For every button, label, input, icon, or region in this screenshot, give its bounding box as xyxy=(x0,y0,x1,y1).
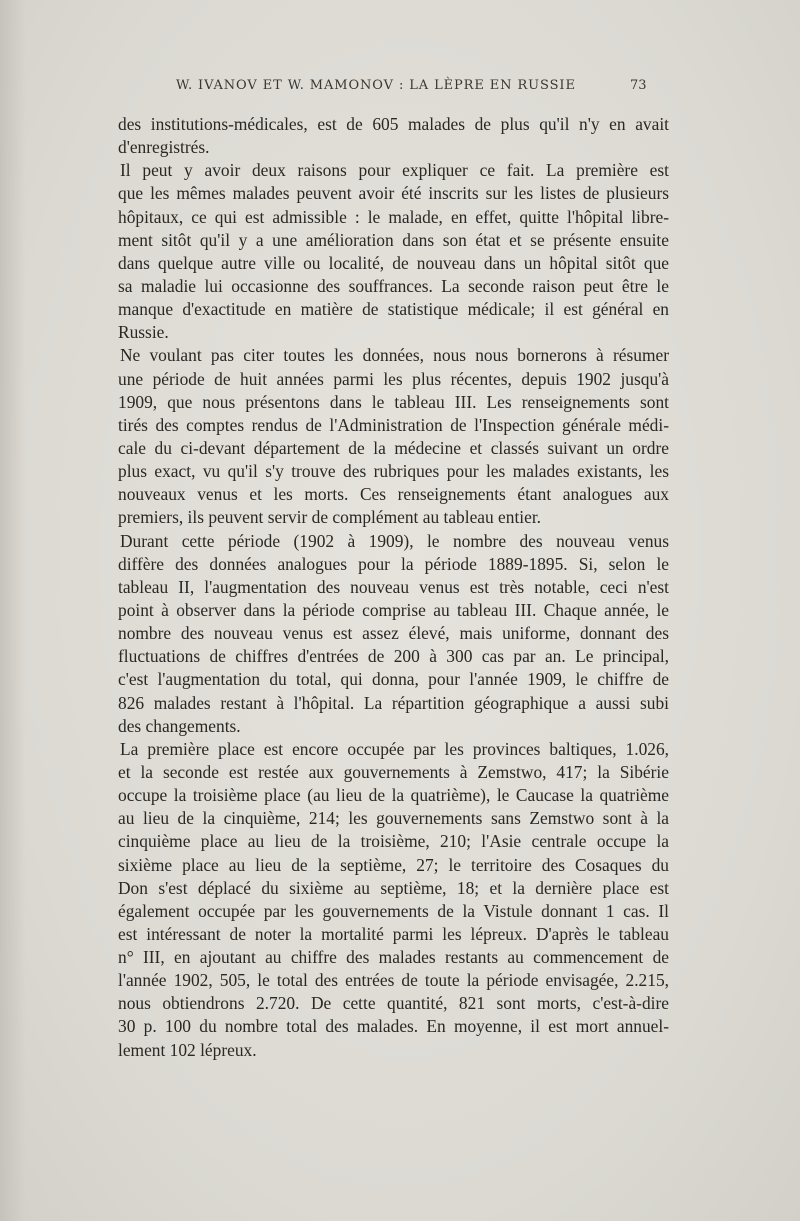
text-line: plus exact, vu qu'il s'y trouve des rubriques pour les malades existants, les xyxy=(118,461,669,482)
text-line: l'année 1902, 505, le total des entrées de toute la période envisagée, 2.215, xyxy=(118,970,669,991)
binding-shadow xyxy=(0,0,26,1221)
text-line: 30 p. 100 du nombre total des malades. En moyenne, il est mort annuel- xyxy=(118,1016,669,1037)
text-line: n° III, en ajoutant au chiffre des malades restants au commencement de xyxy=(118,947,669,968)
text-line: fluctuations de chiffres d'entrées de 200 à 300 cas par an. Le principal, xyxy=(118,646,669,667)
text-line: des institutions-médicales, est de 605 malades de plus qu'il n'y en avait xyxy=(118,114,669,134)
text-line: également occupée par les gouvernements de la Vistule donnant 1 cas. Il xyxy=(118,900,669,921)
text-line: nouveaux venus et les morts. Ces renseignements étant analogues aux xyxy=(118,484,669,505)
text-line: nous obtiendrons 2.720. De cette quantité, 821 sont morts, c'est-à-dire xyxy=(118,993,669,1014)
text-line: manque d'exactitude en matière de statistique médicale; il est général en xyxy=(118,299,669,320)
text-line: nombre des nouveau venus est assez élevé, mais uniforme, donnant des xyxy=(118,623,669,644)
text-line: sa maladie lui occasionne des souffrances. La seconde raison peut être le xyxy=(118,275,669,296)
text-line: cale du ci-devant département de la médecine et classés suivant un ordre xyxy=(118,437,669,458)
text-line: dans quelque autre ville ou localité, de nouveau dans un hôpital sitôt que xyxy=(118,252,669,273)
text-line: premiers, ils peuvent servir de complément au tableau entier. xyxy=(118,507,542,528)
page-number: 73 xyxy=(630,78,647,93)
text-line: diffère des données analogues pour la période 1889-1895. Si, selon le xyxy=(118,553,669,574)
text-line: Durant cette période (1902 à 1909), le nombre des nouveau venus xyxy=(120,530,669,551)
text-line: ment sitôt qu'il y a une amélioration dans son état et se présente ensuite xyxy=(118,229,669,250)
text-line: une période de huit années parmi les plus récentes, depuis 1902 jusqu'à xyxy=(118,368,669,389)
text-line: que les mêmes malades peuvent avoir été inscrits sur les listes de plusieurs xyxy=(118,183,669,204)
text-line: cinquième place au lieu de la troisième, 210; l'Asie centrale occupe la xyxy=(118,831,669,852)
text-line: La première place est encore occupée par les provinces baltiques, 1.026, xyxy=(120,738,669,759)
text-line: tableau II, l'augmentation des nouveau venus est très notable, ceci n'est xyxy=(118,576,669,597)
body-text xyxy=(118,113,669,1062)
text-line: au lieu de la cinquième, 214; les gouvernements sans Zemstwo sont à la xyxy=(118,808,669,829)
text-line: sixième place au lieu de la septième, 27; le territoire des Cosaques du xyxy=(118,854,669,875)
text-line: et la seconde est restée aux gouvernements à Zemstwo, 417; la Sibérie xyxy=(118,761,669,782)
text-line: d'enregistrés. xyxy=(118,137,210,158)
text-line: occupe la troisième place (au lieu de la quatrième), le Caucase la quatrième xyxy=(118,785,669,806)
text-line: des changements. xyxy=(118,715,241,736)
text-line: hôpitaux, ce qui est admissible : le malade, en effet, quitte l'hôpital libre- xyxy=(118,206,669,227)
text-line: Ne voulant pas citer toutes les données, nous nous bornerons à résumer xyxy=(120,345,669,366)
text-line: Don s'est déplacé du sixième au septième, 18; et la dernière place est xyxy=(118,877,669,898)
running-title: W. IVANOV ET W. MAMONOV : LA LÈPRE EN RUSSIE xyxy=(176,78,576,93)
text-line: Russie. xyxy=(118,322,169,343)
text-line: c'est l'augmentation du total, qui donna, pour l'année 1909, le chiffre de xyxy=(118,669,669,690)
text-line: lement 102 lépreux. xyxy=(118,1039,257,1060)
text-line: est intéressant de noter la mortalité parmi les lépreux. D'après le tableau xyxy=(118,923,669,944)
text-line: 1909, que nous présentons dans le tableau III. Les renseignements sont xyxy=(118,391,669,412)
text-line: point à observer dans la période comprise au tableau III. Chaque année, le xyxy=(118,599,669,620)
text-line: 826 malades restant à l'hôpital. La répartition géographique a aussi subi xyxy=(118,692,669,713)
text-line: Il peut y avoir deux raisons pour expliquer ce fait. La première est xyxy=(120,160,669,181)
running-header xyxy=(0,78,800,98)
text-line: tirés des comptes rendus de l'Administration de l'Inspection générale médi- xyxy=(118,414,669,435)
